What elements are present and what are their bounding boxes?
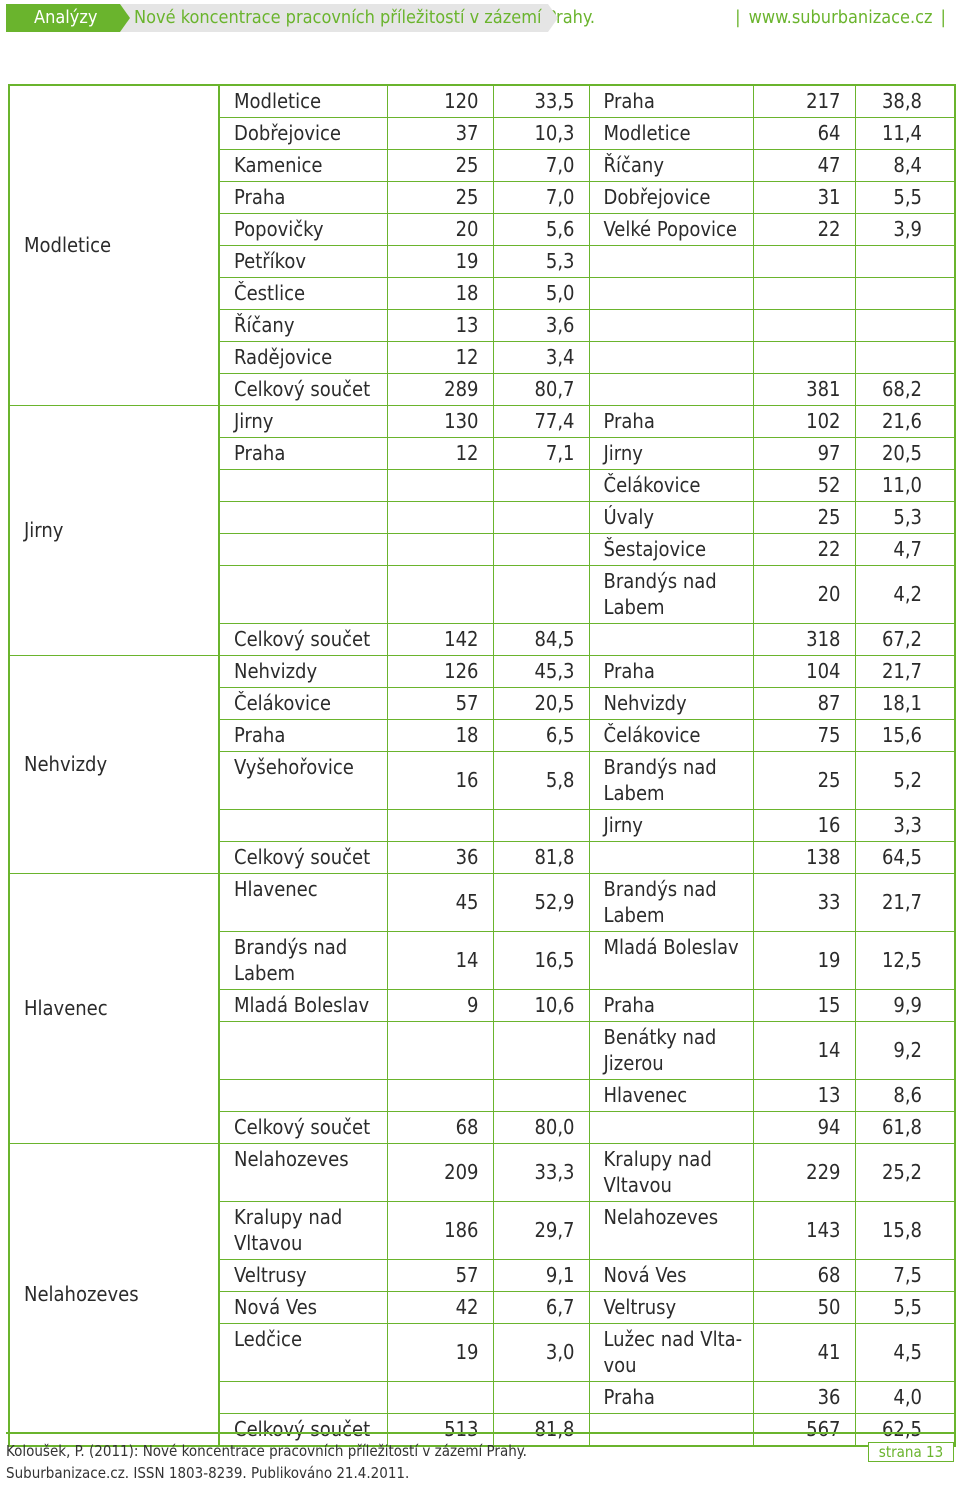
count-b-cell: 25: [753, 752, 855, 810]
share-b-cell: 3,3: [855, 810, 955, 842]
count-a-cell: 42: [387, 1292, 493, 1324]
count-b-cell: 33: [753, 874, 855, 932]
count-a-cell: 45: [387, 874, 493, 932]
share-b-cell: 12,5: [855, 932, 955, 990]
municipality-b-cell: Nová Ves: [589, 1260, 753, 1292]
count-a-cell: 25: [387, 182, 493, 214]
municipality-a-cell: Celkový součet: [219, 624, 387, 656]
count-a-cell: 57: [387, 1260, 493, 1292]
count-a-cell: 13: [387, 310, 493, 342]
top-bar: [0, 0, 960, 38]
municipality-a-cell: [219, 810, 387, 842]
group-label: Jirny: [9, 406, 219, 656]
table-row: [9, 406, 955, 438]
municipality-b-cell: Benátky nad Jizerou: [589, 1022, 753, 1080]
municipality-b-cell: Říčany: [589, 150, 753, 182]
share-b-cell: 64,5: [855, 842, 955, 874]
share-a-cell: [493, 1080, 589, 1112]
count-a-cell: 186: [387, 1202, 493, 1260]
share-a-cell: 10,6: [493, 990, 589, 1022]
share-a-cell: [493, 534, 589, 566]
municipality-b-cell: Čelákovice: [589, 720, 753, 752]
municipality-a-cell: Praha: [219, 438, 387, 470]
share-b-cell: 38,8: [855, 85, 955, 118]
share-b-cell: 5,3: [855, 502, 955, 534]
count-a-cell: [387, 470, 493, 502]
municipality-a-cell: [219, 1080, 387, 1112]
municipality-b-cell: [589, 624, 753, 656]
table-row: [9, 874, 955, 932]
share-a-cell: [493, 1382, 589, 1414]
share-a-cell: [493, 566, 589, 624]
count-b-cell: 16: [753, 810, 855, 842]
count-a-cell: 16: [387, 752, 493, 810]
municipality-b-cell: Nelahozeves: [589, 1202, 753, 1260]
municipality-b-cell: Velké Popovice: [589, 214, 753, 246]
count-a-cell: 36: [387, 842, 493, 874]
municipality-b-cell: [589, 342, 753, 374]
count-b-cell: 14: [753, 1022, 855, 1080]
municipality-a-cell: [219, 1022, 387, 1080]
count-a-cell: 19: [387, 246, 493, 278]
count-a-cell: [387, 810, 493, 842]
count-a-cell: 37: [387, 118, 493, 150]
municipality-b-cell: Brandýs nad Labem: [589, 752, 753, 810]
municipality-b-cell: Praha: [589, 85, 753, 118]
share-a-cell: 3,0: [493, 1324, 589, 1382]
count-a-cell: 142: [387, 624, 493, 656]
count-a-cell: 20: [387, 214, 493, 246]
share-a-cell: [493, 470, 589, 502]
table-row: [9, 85, 955, 118]
count-a-cell: [387, 534, 493, 566]
commuting-table: [8, 84, 956, 1447]
municipality-b-cell: [589, 278, 753, 310]
footer-publication: Suburbanizace.cz. ISSN 1803-8239. Publikováno 21.4.2011.: [6, 1464, 410, 1482]
share-a-cell: 7,0: [493, 182, 589, 214]
count-a-cell: 130: [387, 406, 493, 438]
count-b-cell: 143: [753, 1202, 855, 1260]
municipality-a-cell: Kralupy nad Vltavou: [219, 1202, 387, 1260]
share-b-cell: 21,6: [855, 406, 955, 438]
share-a-cell: 33,5: [493, 85, 589, 118]
municipality-a-cell: Dobřejovice: [219, 118, 387, 150]
count-b-cell: 41: [753, 1324, 855, 1382]
section-tab-arrow: [120, 4, 130, 32]
share-b-cell: 7,5: [855, 1260, 955, 1292]
count-a-cell: 25: [387, 150, 493, 182]
municipality-b-cell: Brandýs nad Labem: [589, 874, 753, 932]
group-label: Modletice: [9, 85, 219, 406]
municipality-b-cell: Praha: [589, 990, 753, 1022]
count-b-cell: 104: [753, 656, 855, 688]
count-a-cell: 18: [387, 720, 493, 752]
municipality-b-cell: Šestajovice: [589, 534, 753, 566]
municipality-a-cell: Mladá Boleslav: [219, 990, 387, 1022]
municipality-b-cell: Dobřejovice: [589, 182, 753, 214]
municipality-a-cell: Říčany: [219, 310, 387, 342]
count-b-cell: 97: [753, 438, 855, 470]
municipality-a-cell: Brandýs nad Labem: [219, 932, 387, 990]
share-a-cell: 80,7: [493, 374, 589, 406]
share-a-cell: [493, 1022, 589, 1080]
page-number: strana 13: [868, 1442, 954, 1462]
share-a-cell: 29,7: [493, 1202, 589, 1260]
municipality-a-cell: Praha: [219, 720, 387, 752]
count-b-cell: 217: [753, 85, 855, 118]
share-a-cell: 7,0: [493, 150, 589, 182]
municipality-a-cell: Popovičky: [219, 214, 387, 246]
municipality-b-cell: Jirny: [589, 438, 753, 470]
footer-citation: Koloušek, P. (2011): Nové koncentrace pracovních příležitostí v zázemí Prahy.: [6, 1442, 527, 1460]
group-label: Hlavenec: [9, 874, 219, 1144]
municipality-a-cell: Vyšehořovice: [219, 752, 387, 810]
share-b-cell: 4,0: [855, 1382, 955, 1414]
share-a-cell: 7,1: [493, 438, 589, 470]
share-a-cell: 3,6: [493, 310, 589, 342]
share-b-cell: 5,5: [855, 1292, 955, 1324]
municipality-b-cell: Praha: [589, 656, 753, 688]
share-a-cell: 3,4: [493, 342, 589, 374]
count-a-cell: 209: [387, 1144, 493, 1202]
share-b-cell: 3,9: [855, 214, 955, 246]
municipality-a-cell: Hlavenec: [219, 874, 387, 932]
count-b-cell: 22: [753, 534, 855, 566]
count-a-cell: 19: [387, 1324, 493, 1382]
count-a-cell: [387, 1022, 493, 1080]
count-b-cell: 138: [753, 842, 855, 874]
share-b-cell: 8,4: [855, 150, 955, 182]
municipality-a-cell: Celkový součet: [219, 842, 387, 874]
count-a-cell: [387, 502, 493, 534]
title-tab-arrow: [548, 4, 558, 32]
share-a-cell: 5,3: [493, 246, 589, 278]
municipality-a-cell: [219, 502, 387, 534]
share-b-cell: 67,2: [855, 624, 955, 656]
share-a-cell: 33,3: [493, 1144, 589, 1202]
count-a-cell: 68: [387, 1112, 493, 1144]
municipality-a-cell: Čestlice: [219, 278, 387, 310]
municipality-a-cell: Celkový součet: [219, 374, 387, 406]
share-b-cell: 4,5: [855, 1324, 955, 1382]
group-label: Nehvizdy: [9, 656, 219, 874]
share-a-cell: 77,4: [493, 406, 589, 438]
count-a-cell: 12: [387, 438, 493, 470]
share-a-cell: 5,8: [493, 752, 589, 810]
municipality-b-cell: Hlavenec: [589, 1080, 753, 1112]
count-a-cell: 18: [387, 278, 493, 310]
share-a-cell: 5,6: [493, 214, 589, 246]
municipality-b-cell: Lužec nad Vlta-vou: [589, 1324, 753, 1382]
count-b-cell: 22: [753, 214, 855, 246]
share-b-cell: [855, 342, 955, 374]
count-b-cell: 87: [753, 688, 855, 720]
count-b-cell: 36: [753, 1382, 855, 1414]
municipality-a-cell: [219, 534, 387, 566]
share-b-cell: [855, 246, 955, 278]
count-b-cell: [753, 246, 855, 278]
share-a-cell: 5,0: [493, 278, 589, 310]
count-a-cell: 289: [387, 374, 493, 406]
count-b-cell: 20: [753, 566, 855, 624]
share-b-cell: 25,2: [855, 1144, 955, 1202]
share-a-cell: 52,9: [493, 874, 589, 932]
municipality-a-cell: [219, 470, 387, 502]
share-a-cell: 16,5: [493, 932, 589, 990]
municipality-a-cell: Ledčice: [219, 1324, 387, 1382]
share-b-cell: 5,2: [855, 752, 955, 810]
count-b-cell: 318: [753, 624, 855, 656]
share-a-cell: 6,5: [493, 720, 589, 752]
share-b-cell: 21,7: [855, 874, 955, 932]
count-a-cell: 513: [387, 1414, 493, 1447]
municipality-a-cell: Praha: [219, 182, 387, 214]
share-b-cell: 18,1: [855, 688, 955, 720]
count-b-cell: 229: [753, 1144, 855, 1202]
share-b-cell: 4,2: [855, 566, 955, 624]
count-a-cell: [387, 1080, 493, 1112]
municipality-b-cell: Kralupy nad Vltavou: [589, 1144, 753, 1202]
municipality-a-cell: [219, 1382, 387, 1414]
footer: [0, 1432, 960, 1504]
count-b-cell: 19: [753, 932, 855, 990]
municipality-b-cell: Nehvizdy: [589, 688, 753, 720]
municipality-a-cell: Čelákovice: [219, 688, 387, 720]
share-a-cell: 6,7: [493, 1292, 589, 1324]
share-a-cell: 9,1: [493, 1260, 589, 1292]
count-a-cell: 14: [387, 932, 493, 990]
count-b-cell: 64: [753, 118, 855, 150]
share-b-cell: 62,5: [855, 1414, 955, 1447]
share-b-cell: 15,8: [855, 1202, 955, 1260]
municipality-a-cell: Modletice: [219, 85, 387, 118]
count-a-cell: 120: [387, 85, 493, 118]
municipality-a-cell: [219, 566, 387, 624]
municipality-b-cell: [589, 1112, 753, 1144]
municipality-b-cell: [589, 374, 753, 406]
municipality-b-cell: Brandýs nad Labem: [589, 566, 753, 624]
section-tab[interactable]: Analýzy: [6, 4, 120, 32]
count-a-cell: 57: [387, 688, 493, 720]
municipality-a-cell: Radějovice: [219, 342, 387, 374]
municipality-b-cell: [589, 246, 753, 278]
count-b-cell: 31: [753, 182, 855, 214]
municipality-b-cell: Praha: [589, 1382, 753, 1414]
share-a-cell: 81,8: [493, 1414, 589, 1447]
municipality-a-cell: Nelahozeves: [219, 1144, 387, 1202]
count-a-cell: [387, 566, 493, 624]
count-b-cell: 13: [753, 1080, 855, 1112]
count-b-cell: [753, 278, 855, 310]
site-link[interactable]: www.suburbanizace.cz: [748, 7, 933, 28]
count-b-cell: 381: [753, 374, 855, 406]
count-a-cell: 126: [387, 656, 493, 688]
municipality-a-cell: Celkový součet: [219, 1112, 387, 1144]
share-b-cell: 61,8: [855, 1112, 955, 1144]
municipality-a-cell: Jirny: [219, 406, 387, 438]
footer-divider: [6, 1432, 954, 1434]
municipality-a-cell: Celkový součet: [219, 1414, 387, 1447]
count-b-cell: 567: [753, 1414, 855, 1447]
count-b-cell: 50: [753, 1292, 855, 1324]
municipality-a-cell: Nová Ves: [219, 1292, 387, 1324]
share-a-cell: 81,8: [493, 842, 589, 874]
group-label: Nelahozeves: [9, 1144, 219, 1447]
count-b-cell: [753, 310, 855, 342]
municipality-b-cell: Veltrusy: [589, 1292, 753, 1324]
share-a-cell: 84,5: [493, 624, 589, 656]
share-a-cell: [493, 502, 589, 534]
share-b-cell: [855, 310, 955, 342]
municipality-b-cell: Úvaly: [589, 502, 753, 534]
site-link-wrap: [727, 4, 954, 32]
share-b-cell: 11,4: [855, 118, 955, 150]
count-b-cell: 102: [753, 406, 855, 438]
share-b-cell: 8,6: [855, 1080, 955, 1112]
municipality-b-cell: [589, 310, 753, 342]
municipality-a-cell: Veltrusy: [219, 1260, 387, 1292]
share-b-cell: 20,5: [855, 438, 955, 470]
count-b-cell: [753, 342, 855, 374]
count-b-cell: 15: [753, 990, 855, 1022]
count-a-cell: [387, 1382, 493, 1414]
share-b-cell: 9,2: [855, 1022, 955, 1080]
document-title: Nové koncentrace pracovních příležitostí v zázemí Prahy.: [120, 4, 548, 32]
count-a-cell: 12: [387, 342, 493, 374]
municipality-a-cell: Petříkov: [219, 246, 387, 278]
divider: |: [940, 7, 946, 28]
table-row: [9, 656, 955, 688]
share-b-cell: 9,9: [855, 990, 955, 1022]
share-b-cell: 21,7: [855, 656, 955, 688]
share-b-cell: 4,7: [855, 534, 955, 566]
count-a-cell: 9: [387, 990, 493, 1022]
municipality-a-cell: Kamenice: [219, 150, 387, 182]
share-b-cell: 68,2: [855, 374, 955, 406]
share-b-cell: 15,6: [855, 720, 955, 752]
municipality-a-cell: Nehvizdy: [219, 656, 387, 688]
share-a-cell: [493, 810, 589, 842]
table-row: [9, 1144, 955, 1202]
share-a-cell: 20,5: [493, 688, 589, 720]
share-a-cell: 45,3: [493, 656, 589, 688]
divider: |: [735, 7, 741, 28]
share-b-cell: [855, 278, 955, 310]
count-b-cell: 47: [753, 150, 855, 182]
count-b-cell: 52: [753, 470, 855, 502]
count-b-cell: 94: [753, 1112, 855, 1144]
count-b-cell: 75: [753, 720, 855, 752]
municipality-b-cell: [589, 842, 753, 874]
count-b-cell: 68: [753, 1260, 855, 1292]
municipality-b-cell: Jirny: [589, 810, 753, 842]
share-a-cell: 10,3: [493, 118, 589, 150]
count-b-cell: 25: [753, 502, 855, 534]
municipality-b-cell: Modletice: [589, 118, 753, 150]
municipality-b-cell: Praha: [589, 406, 753, 438]
municipality-b-cell: Čelákovice: [589, 470, 753, 502]
share-a-cell: 80,0: [493, 1112, 589, 1144]
share-b-cell: 11,0: [855, 470, 955, 502]
share-b-cell: 5,5: [855, 182, 955, 214]
municipality-b-cell: Mladá Boleslav: [589, 932, 753, 990]
